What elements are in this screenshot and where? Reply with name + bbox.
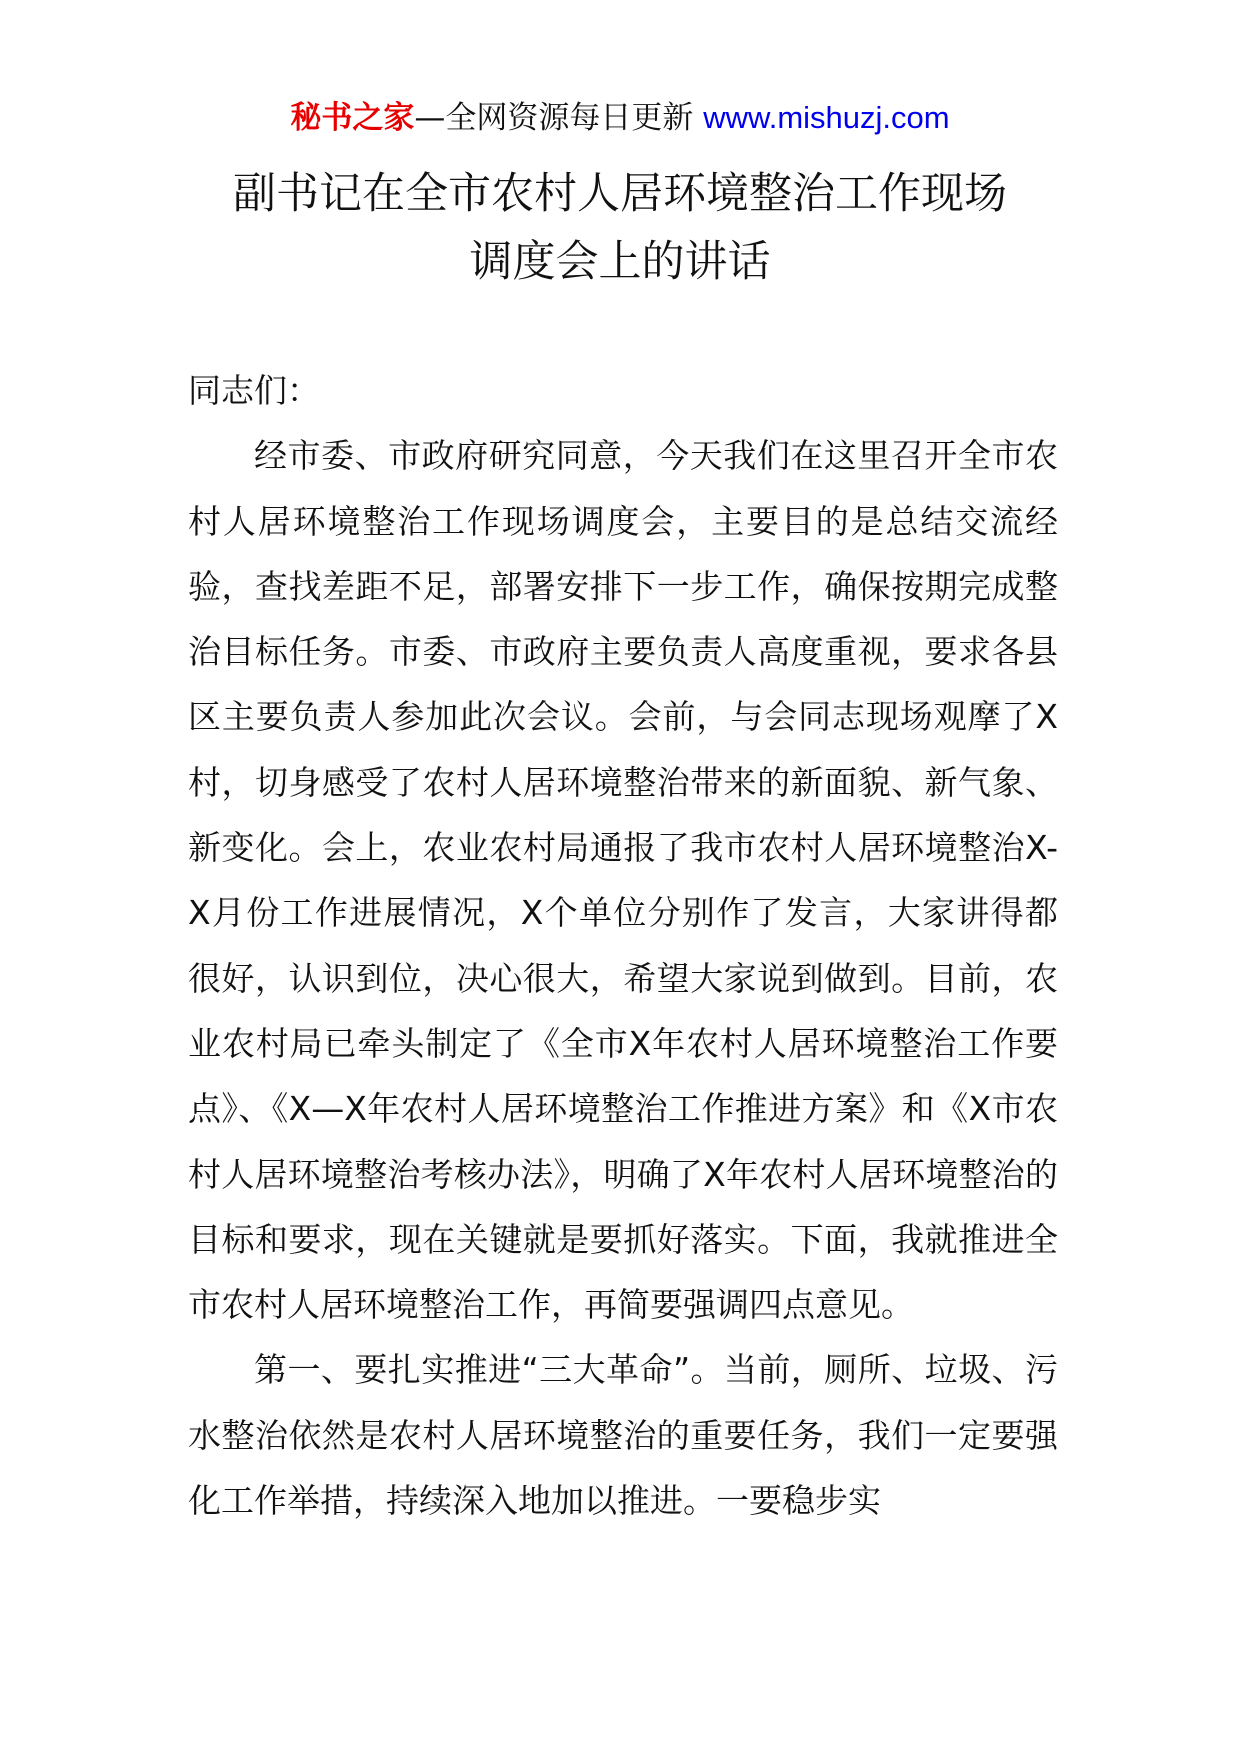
body-paragraph-1: 经市委、市政府研究同意，今天我们在这里召开全市农村人居环境整治工作现场调度会，主要目的是总结交流经验，查找差距不足，部署安排下一步工作，确保按期完成整治目标任务。市委、市政府主要负责人高度重视，要求各县区主要负责人参加此次会议。会前，与会同志现场观摩了X村，切身感受了农村人居环境整治带来的新面貌、新气象、新变化。会上，农业农村局通报了我市农村人居环境整治X-X月份工作进展情况，X个单位分别作了发言，大家讲得都很好，认识到位，决心很大，希望大家说到做到。目前，农业农村局已牵头制定了《全市X年农村人居环境整治工作要点》、《X—X年农村人居环境整治工作推进方案》和《X市农村人居环境整治考核办法》，明确了X年农村人居环境整治的目标和要求，现在关键就是要抓好落实。下面，我就推进全市农村人居环境整治工作，再简要强调四点意见。 (188, 436, 1058, 1325)
header-tagline: —全网资源每日更新 (414, 100, 694, 136)
title-line-2: 调度会上的讲话 (469, 237, 771, 287)
site-header (0, 98, 1240, 138)
document-body (188, 358, 1058, 1533)
site-url-link[interactable]: www.mishuzj.com (703, 100, 950, 135)
title-line-1: 副书记在全市农村人居环境整治工作现场 (233, 169, 1007, 219)
brand-name: 秘书之家 (290, 100, 415, 136)
body-paragraph-2: 第一、要扎实推进“三大革命”。当前，厕所、垃圾、污水整治依然是农村人居环境整治的重要任务，我们一定要强化工作举措，持续深入地加以推进。一要稳步实 (188, 1350, 1058, 1521)
document-title (100, 160, 1140, 296)
salutation: 同志们： (188, 371, 320, 410)
